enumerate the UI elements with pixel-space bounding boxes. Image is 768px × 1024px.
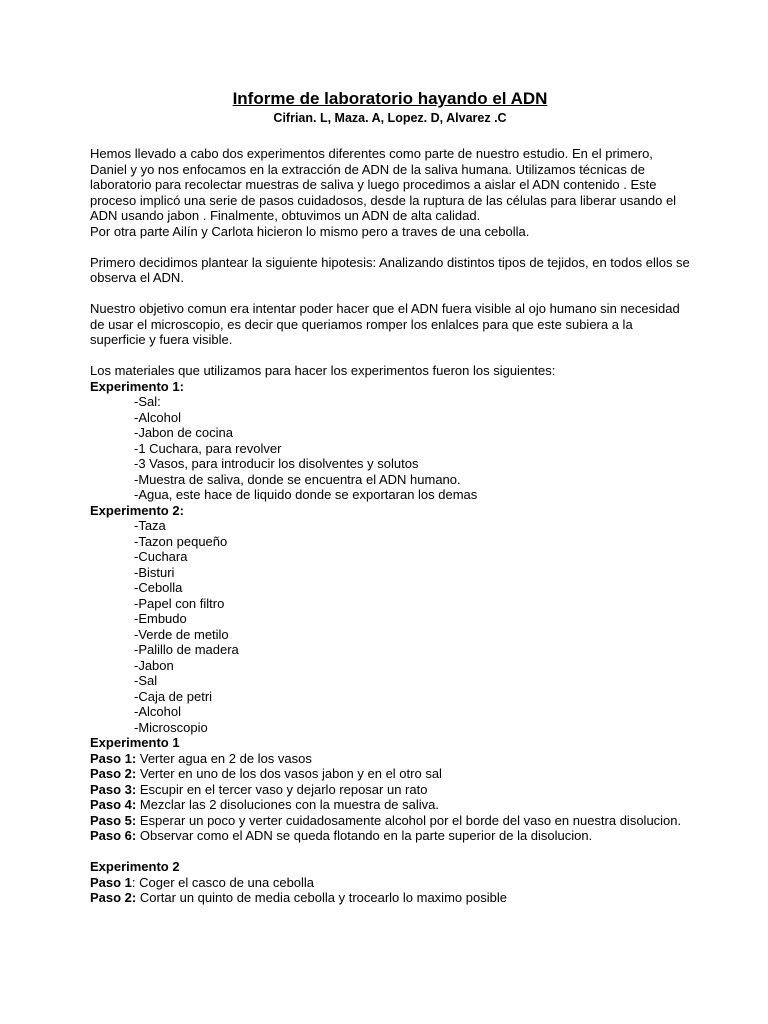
- intro-paragraph: Hemos llevado a cabo dos experimentos diferentes como parte de nuestro estudio. En el primero, Daniel y yo nos enfocamos en la extracción de ADN de la saliva humana. Utilizamos técnicas de laboratorio para recolectar muestras de saliva y luego procedimos a aislar el ADN contenido . Este proceso implicó una serie de pasos cuidadosos, desde la ruptura de las células para liberar usando el ADN usando jabon . Finalmente, obtuvimos un ADN de alta calidad.: [90, 146, 677, 223]
- list-item: -Alcohol: [134, 409, 181, 425]
- materials-exp2-list: [90, 518, 690, 735]
- step-label: Paso 6:: [90, 828, 137, 843]
- materials-exp1-list: [90, 394, 690, 503]
- step-label: Paso 2:: [90, 766, 137, 781]
- step-text: Escupir en el tercer vaso y dejarlo reposar un rato: [136, 781, 428, 797]
- document-title: Informe de laboratorio hayando el ADN: [232, 89, 548, 108]
- list-item: -Sal:: [134, 394, 161, 409]
- procedure1-heading: Experimento 1: [90, 735, 180, 750]
- step-text: Verter en uno de los dos vasos jabon y en el otro sal: [136, 766, 442, 781]
- list-item: -Agua, este hace de liquido donde se exportaran los demas: [134, 487, 478, 502]
- step-text: Observar como el ADN se queda flotando en la parte superior de la disolucion.: [136, 828, 593, 843]
- list-item: -1 Cuchara, para revolver: [134, 440, 282, 456]
- step-text: Esperar un poco y verter cuidadosamente alcohol por el borde del vaso en nuestra disolucion.: [136, 812, 682, 828]
- step-label: Paso 5:: [90, 812, 137, 828]
- step-item: [90, 813, 690, 829]
- step-text: Mezclar las 2 disoluciones con la muestra de saliva.: [136, 797, 440, 812]
- list-item: -Verde de metilo: [134, 626, 229, 642]
- step-text: Verter agua en 2 de los vasos: [136, 750, 312, 766]
- procedure2-heading: Experimento 2: [90, 859, 180, 874]
- list-item: -Jabon: [134, 657, 174, 673]
- list-item: -Caja de petri: [134, 688, 213, 704]
- step-item: [90, 766, 690, 782]
- materials-exp2-heading: Experimento 2:: [90, 502, 184, 518]
- step-item: [90, 797, 690, 813]
- intro-paragraph-2: Por otra parte Ailín y Carlota hicieron lo mismo pero a traves de una cebolla.: [90, 223, 530, 239]
- list-item: -Taza: [134, 518, 166, 533]
- list-item: -Jabon de cocina: [134, 425, 234, 440]
- step-item: [90, 782, 690, 798]
- step-item: [90, 875, 690, 891]
- list-item: -Embudo: [134, 611, 187, 626]
- procedure1-steps: [90, 751, 690, 844]
- step-text: : Coger el casco de una cebolla: [131, 874, 315, 890]
- step-item: [90, 890, 690, 906]
- step-item: [90, 751, 690, 767]
- list-item: -Cuchara: [134, 549, 188, 564]
- document-page: [90, 88, 690, 906]
- list-item: -Palillo de madera: [134, 642, 239, 657]
- list-item: -Cebolla: [134, 580, 183, 595]
- list-item: -Muestra de saliva, donde se encuentra el ADN humano.: [134, 471, 461, 487]
- list-item: -Alcohol: [134, 704, 181, 719]
- step-item: [90, 828, 690, 844]
- list-item: -3 Vasos, para introducir los disolventes y solutos: [134, 456, 419, 471]
- step-label: Paso 4:: [90, 797, 137, 812]
- hypothesis-paragraph: Primero decidimos plantear la siguiente hipotesis: Analizando distintos tipos de tejidos, en todos ellos se observa el ADN.: [90, 254, 690, 285]
- objective-paragraph: Nuestro objetivo comun era intentar poder hacer que el ADN fuera visible al ojo humano sin necesidad de usar el microscopio, es decir que queriamos romper los enlalces para que este subiera a la superficie y fuera visible.: [90, 301, 680, 347]
- list-item: -Microscopio: [134, 719, 208, 735]
- list-item: -Sal: [134, 673, 158, 688]
- step-label: Paso 2:: [90, 890, 137, 905]
- step-label: Paso 3:: [90, 781, 137, 797]
- step-text: Cortar un quinto de media cebolla y trocearlo lo maximo posible: [136, 890, 507, 905]
- document-authors: Cifrian. L, Maza. A, Lopez. D, Alvarez .C: [273, 111, 507, 125]
- list-item: -Tazon pequeño: [134, 533, 228, 549]
- materials-intro: Los materiales que utilizamos para hacer los experimentos fueron los siguientes:: [90, 363, 556, 378]
- list-item: -Bisturi: [134, 564, 175, 580]
- procedure2-steps: [90, 875, 690, 906]
- section-spacer: [90, 844, 690, 860]
- step-label: Paso 1: [90, 874, 132, 890]
- step-label: Paso 1:: [90, 750, 137, 766]
- materials-exp1-heading: Experimento 1:: [90, 378, 184, 394]
- list-item: -Papel con filtro: [134, 595, 225, 611]
